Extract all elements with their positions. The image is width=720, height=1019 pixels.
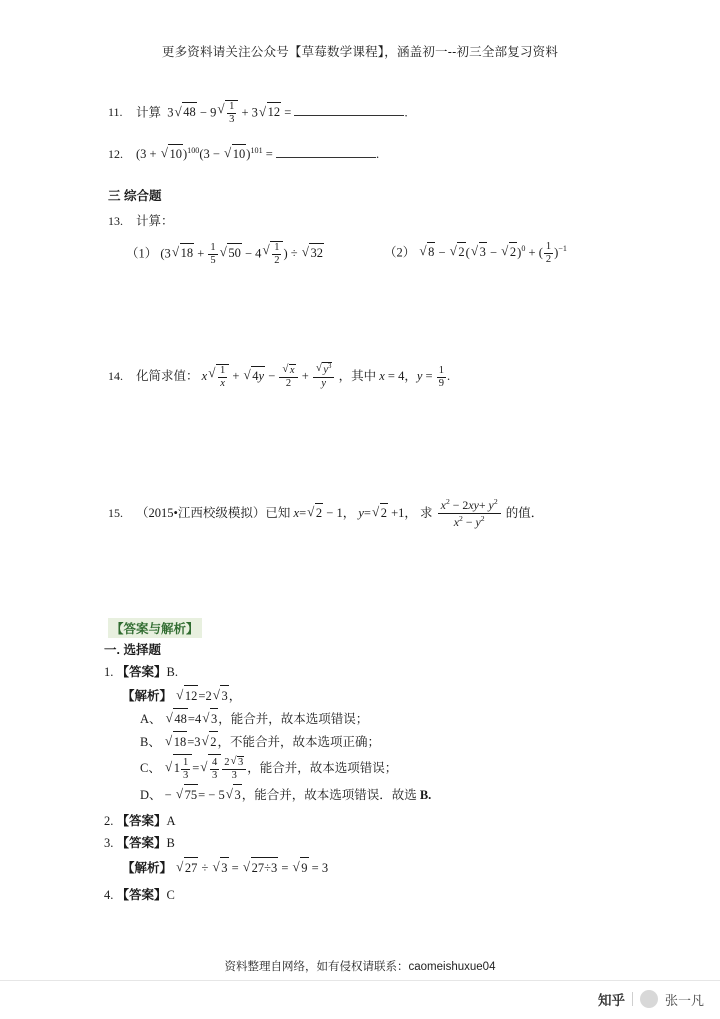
answer-item-10	[104, 885, 644, 905]
question-15-number: 15.	[108, 506, 123, 521]
question-14-body: 化简求值： x √ $\frac{1}{x}$ + √ 4y − √ $\frac{x}{2}$ + √ $\frac{y^3}{y}$ ，其中 x = 4，y = $\frac{1}{9}$ .	[136, 362, 450, 389]
answer-item-1-label: 【答案】	[116, 665, 167, 680]
zhihu-watermark-bar	[0, 980, 720, 1019]
answer-item-2-label: 【解析】	[122, 688, 173, 703]
question-13-number: 13.	[108, 214, 123, 228]
zhihu-logo: 知乎	[597, 993, 625, 1008]
answer-item-1-value: B.	[166, 665, 178, 680]
answer-item-9: 【解析】 √ 27 ÷ √ 3 = √ 27÷3 = √ 9 = 3	[104, 857, 644, 878]
answer-item-9-label: 【解析】	[122, 861, 173, 876]
answer-item-10-value: C	[166, 887, 175, 902]
answer-item-3-label: A、	[140, 711, 162, 726]
answer-item-7-value: A	[166, 813, 176, 828]
question-13	[108, 212, 628, 231]
question-12-body: (3 + √ 10)$^{100}$(3 − √ 10)$^{101}$ = .	[136, 144, 379, 164]
question-11-label: 计算	[136, 105, 162, 120]
answers-heading: 【答案与解析】	[108, 618, 202, 638]
answer-item-8-label: 【答案】	[116, 836, 167, 850]
answer-item-8-number: 3.	[104, 836, 114, 850]
question-15	[108, 497, 628, 530]
answer-item-1-number: 1.	[104, 665, 114, 680]
question-12-number: 12.	[108, 146, 123, 161]
answer-item-4-label: B、	[140, 735, 161, 749]
answer-item-4: B、 √ 18=3 √ 2，不能合并，故本选项正确；	[104, 731, 644, 752]
zhihu-username: 张一凡	[664, 992, 704, 1008]
header-note: 更多资料请关注公众号【草莓数学课程】，涵盖初一--初三全部复习资料	[161, 45, 559, 59]
answer-item-1	[104, 662, 644, 682]
question-13-part-1: （1） (3 √ 18 + $\frac{1}{5}$ √ 50 − 4 √ $\frac{1}{2}$ ) ÷ √ 32	[126, 241, 324, 267]
question-13-part-1-label: （1）	[126, 246, 158, 261]
question-13-parts	[108, 241, 628, 267]
answer-item-10-label: 【答案】	[116, 887, 167, 902]
question-12	[108, 144, 628, 164]
zhihu-watermark	[598, 989, 704, 1009]
answer-item-8	[104, 833, 644, 853]
answer-blank-11[interactable]	[294, 104, 404, 116]
answer-item-5: C、 √ 1 $\frac{1}{3}$ = √ $\frac{4}{3}$ $\frac{2 √ 3}{3}$ ，能合并，故本选项错误；	[104, 754, 644, 781]
answer-item-5-label: C、	[140, 761, 161, 776]
answer-item-2: 【解析】 √ 12=2 √ 3，	[104, 685, 644, 706]
answers-body	[104, 640, 644, 907]
answer-item-6-label: D、	[140, 787, 162, 802]
question-15-source: （2015•江西校级模拟）	[136, 506, 266, 521]
answers-section-1: 一. 选择题	[104, 643, 161, 657]
answer-item-7-label: 【答案】	[116, 813, 167, 828]
answer-item-3: A、 √ 48=4 √ 3，能合并，故本选项错误；	[104, 708, 644, 729]
footer-note: 资料整理自网络，如有侵权请联系：caomeishuxue04	[224, 961, 496, 973]
question-13-label: 计算：	[136, 214, 174, 228]
question-15-label: 已知	[265, 506, 291, 521]
question-13-part-2: （2） √ 8 − √ 2( √ 3 − √ 2)$^0$ + ( $\frac{1}{2}$ )$^{-1}$	[384, 241, 567, 267]
answer-item-10-number: 4.	[104, 887, 114, 902]
question-13-part-2-label: （2）	[383, 245, 416, 260]
answer-item-8-value: B	[166, 836, 175, 850]
answer-item-6: D、 − √ 75= − 5 √ 3，能合并，故本选项错误．故选 B.	[104, 784, 644, 805]
question-11-body: 计算 3 √ 48 − 9 √ $\frac{1}{3}$ + 3 √ 12 = .	[136, 100, 408, 126]
avatar	[640, 990, 658, 1008]
question-15-body: （2015•江西校级模拟）已知 x= √ 2 − 1， y= √ 2 +1， 求 $\frac{x^2 - 2xy+ y^2}{x^2 - y^2}$ 的值．	[136, 497, 543, 530]
question-15-tail: 的值．	[505, 506, 544, 521]
question-11	[108, 100, 628, 126]
question-11-number: 11.	[108, 105, 123, 120]
answer-item-7-number: 2.	[104, 813, 114, 828]
answer-item-7	[104, 811, 644, 831]
question-14-number: 14.	[108, 369, 123, 384]
question-14	[108, 362, 628, 389]
question-14-label: 化简求值：	[136, 369, 199, 384]
answer-blank-12[interactable]	[276, 145, 376, 157]
divider	[632, 992, 633, 1006]
question-15-ask: 求	[420, 506, 433, 521]
section-title-3: 三 综合题	[108, 189, 162, 204]
question-content	[108, 96, 628, 534]
